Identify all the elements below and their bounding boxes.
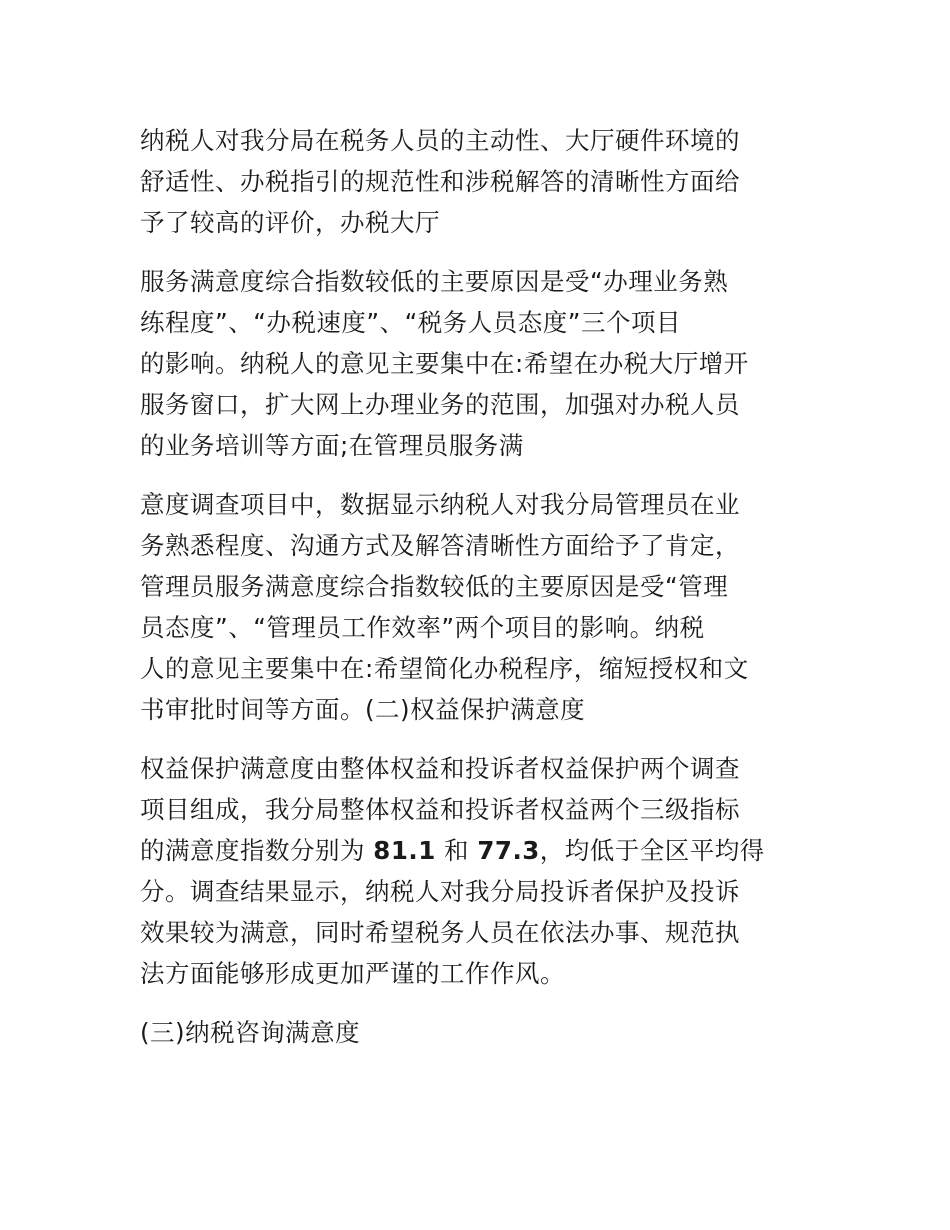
text-line: 务熟悉程度、沟通方式及解答清晰性方面给予了肯定， xyxy=(140,531,740,560)
text-line: 书审批时间等方面。(二)权益保护满意度 xyxy=(140,695,586,724)
text-line: 项目组成，我分局整体权益和投诉者权益两个三级指标 xyxy=(140,795,740,824)
paragraph-hall-satisfaction xyxy=(140,261,810,466)
text-line: 予了较高的评价，办税大厅 xyxy=(140,208,440,237)
text-line: 练程度”、“办税速度”、“税务人员态度”三个项目 xyxy=(140,308,681,337)
complainant-rights-index: 77.3 xyxy=(477,836,540,865)
text-line: 管理员服务满意度综合指数较低的主要原因是受“管理 xyxy=(140,572,729,601)
text-line: 的业务培训等方面;在管理员服务满 xyxy=(140,431,524,460)
text-segment: 的满意度指数分别为 xyxy=(140,836,365,865)
text-line: 人的意见主要集中在:希望简化办税程序，缩短授权和文 xyxy=(140,654,749,683)
text-line: 意度调查项目中，数据显示纳税人对我分局管理员在业 xyxy=(140,490,740,519)
text-segment: 和 xyxy=(444,836,470,865)
text-line: 权益保护满意度由整体权益和投诉者权益保护两个调查 xyxy=(140,754,740,783)
text-line: (三)纳税咨询满意度 xyxy=(140,1018,361,1047)
text-line: 员态度”、“管理员工作效率”两个项目的影响。纳税 xyxy=(140,613,705,642)
document-page xyxy=(140,120,810,1071)
text-line: 的影响。纳税人的意见主要集中在:希望在办税大厅增开 xyxy=(140,349,749,378)
paragraph-hall-evaluation xyxy=(140,120,810,243)
text-line: 分。调查结果显示，纳税人对我分局投诉者保护及投诉 xyxy=(140,877,740,906)
paragraph-manager-satisfaction xyxy=(140,484,810,730)
paragraph-rights-protection xyxy=(140,748,810,994)
text-line: 舒适性、办税指引的规范性和涉税解答的清晰性方面给 xyxy=(140,167,740,196)
text-line: 纳税人对我分局在税务人员的主动性、大厅硬件环境的 xyxy=(140,126,740,155)
text-line: 服务满意度综合指数较低的主要原因是受“办理业务熟 xyxy=(140,267,729,296)
text-segment: ，均低于全区平均得 xyxy=(539,836,765,865)
overall-rights-index: 81.1 xyxy=(373,836,436,865)
text-line: 法方面能够形成更加严谨的工作作风。 xyxy=(140,959,565,988)
text-line xyxy=(140,830,810,871)
text-line: 效果较为满意，同时希望税务人员在依法办事、规范执 xyxy=(140,918,740,947)
section-heading-consulting xyxy=(140,1012,810,1053)
text-line: 服务窗口，扩大网上办理业务的范围，加强对办税人员 xyxy=(140,390,740,419)
